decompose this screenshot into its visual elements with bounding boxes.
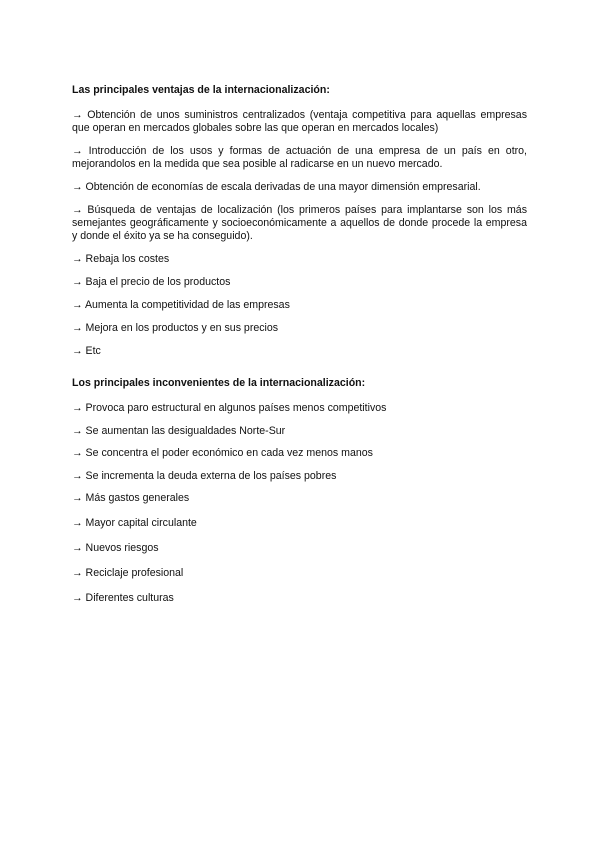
advantages-heading: Las principales ventajas de la internacionalización: bbox=[72, 84, 330, 96]
disadvantages-heading: Los principales inconvenientes de la internacionalización: bbox=[72, 377, 366, 389]
advantage-item: → Obtención de economías de escala derivadas de una mayor dimensión empresarial. bbox=[72, 181, 481, 193]
advantage-item: → Mejora en los productos y en sus precios bbox=[72, 322, 279, 334]
disadvantage-item: → Diferentes culturas bbox=[72, 592, 174, 604]
advantage-item: → Rebaja los costes bbox=[72, 253, 170, 265]
advantage-item: → Obtención de unos suministros centralizados (ventaja competitiva para aquellas empresas que operan en mercados globales sobre las que operan en mercados locales) bbox=[72, 109, 527, 134]
advantage-item: → Baja el precio de los productos bbox=[72, 276, 231, 288]
disadvantage-item: → Se aumentan las desigualdades Norte-Sur bbox=[72, 424, 286, 437]
disadvantages-section bbox=[72, 377, 527, 617]
disadvantage-item: → Mayor capital circulante bbox=[72, 517, 197, 529]
disadvantage-item: → Se concentra el poder económico en cada vez menos manos bbox=[72, 447, 373, 459]
disadvantage-item: → Reciclaje profesional bbox=[72, 567, 184, 579]
disadvantage-item: → Nuevos riesgos bbox=[72, 542, 159, 554]
advantage-item: → Búsqueda de ventajas de localización (los primeros países para implantarse son los más semejantes geográficamente y socioeconómicamente a aquellos de donde procede la empresa y donde el éxito ya se ha conseguido). bbox=[72, 204, 527, 242]
advantage-item: → Introducción de los usos y formas de actuación de una empresa de un país en otro, mejorandolos en la medida que sea posible al radicarse en un nuevo mercado. bbox=[72, 145, 527, 170]
advantage-item: → Aumenta la competitividad de las empresas bbox=[72, 299, 290, 311]
disadvantage-item: → Se incrementa la deuda externa de los países pobres bbox=[72, 469, 337, 482]
disadvantage-item: → Provoca paro estructural en algunos países menos competitivos bbox=[72, 402, 387, 414]
advantage-item: → Etc bbox=[72, 345, 101, 357]
disadvantage-item: → Más gastos generales bbox=[72, 492, 190, 504]
advantages-section bbox=[72, 84, 527, 368]
